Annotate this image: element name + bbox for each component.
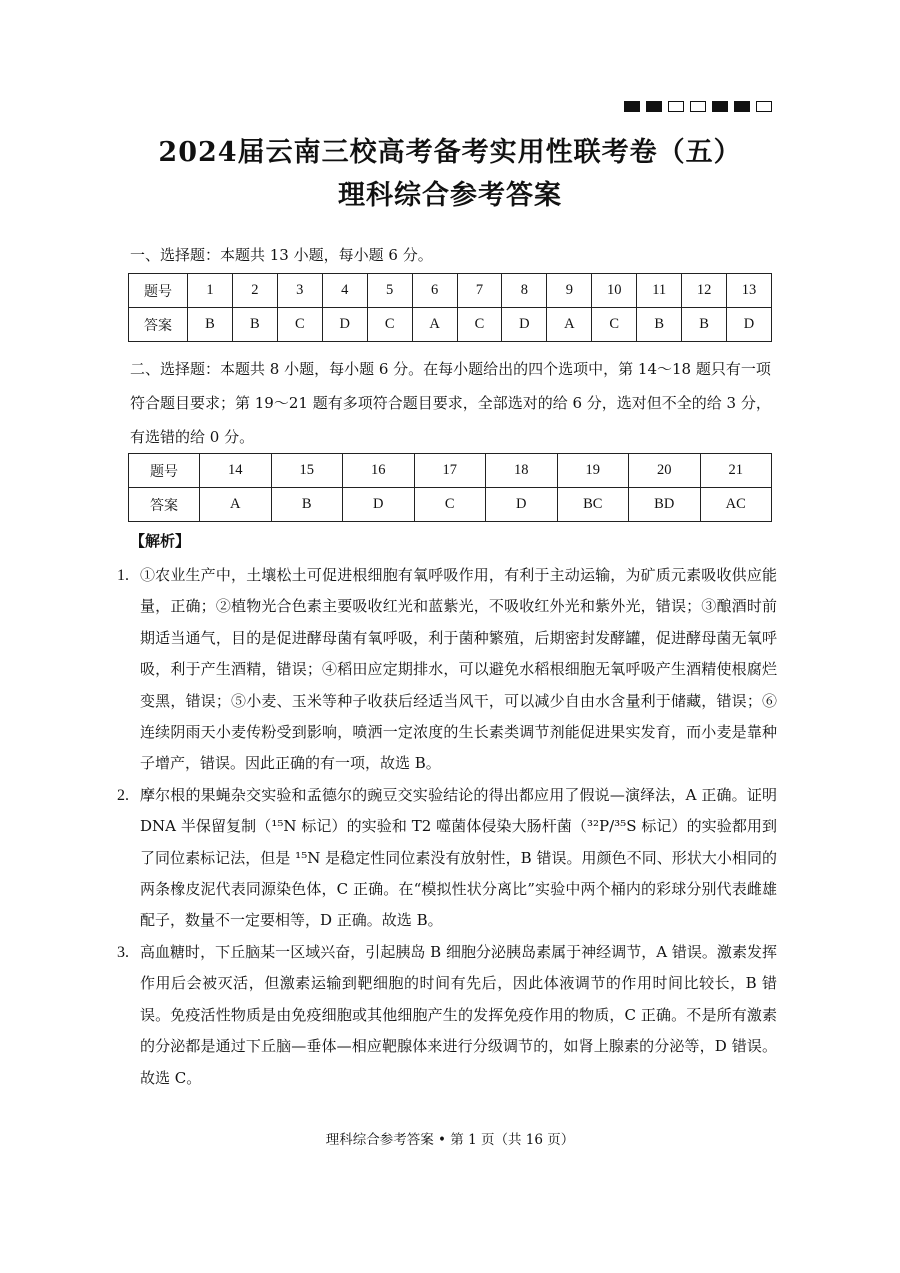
- answer-cell: B: [188, 308, 233, 342]
- section2-heading: 二、选择题：本题共 8 小题，每小题 6 分。在每小题给出的四个选项中，第 14～18 题只有一项符合题目要求；第 19～21 题有多项符合题目要求，全部选对的给 6 分，选对但不全的给 3 分，有选错的给 0 分。: [130, 360, 771, 446]
- question-number: 3: [277, 274, 322, 308]
- hollow-square-mark: [668, 101, 684, 112]
- question-number: 11: [637, 274, 682, 308]
- answer-cell: D: [322, 308, 367, 342]
- analysis-label: 【解析】: [130, 532, 191, 550]
- question-number: 16: [343, 454, 415, 488]
- row-label-answer: 答案: [129, 308, 188, 342]
- row-label-number: 题号: [129, 454, 200, 488]
- table-row: [129, 488, 772, 522]
- question-number: 1: [188, 274, 233, 308]
- section1-answer-table: [128, 273, 772, 342]
- question-number: 9: [547, 274, 592, 308]
- answer-cell: D: [502, 308, 547, 342]
- filled-square-mark: [734, 101, 750, 112]
- table-row: [129, 454, 772, 488]
- filled-square-mark: [712, 101, 728, 112]
- answer-cell: C: [457, 308, 502, 342]
- question-number: 4: [322, 274, 367, 308]
- answer-cell: BD: [629, 488, 701, 522]
- page-code-marks: [624, 101, 772, 112]
- answer-cell: B: [682, 308, 727, 342]
- item-text: ①农业生产中，土壤松土可促进根细胞有氧呼吸作用，有利于主动运输，为矿质元素吸收供应能量，正确；②植物光合色素主要吸收红光和蓝紫光，不吸收红外光和紫外光，错误；③酿酒时前期适当通气，目的是促进酵母菌有氧呼吸，利于菌种繁殖，后期密封发酵罐，促进酵母菌无氧呼吸，利于产生酒精，错误；④稻田应定期排水，可以避免水稻根细胞无氧呼吸产生酒精使根腐烂变黑，错误；⑤小麦、玉米等种子收获后经适当风干，可以减少自由水含量利于储藏，错误；⑥连续阴雨天小麦传粉受到影响，喷洒一定浓度的生长素类调节剂能促进果实发育，而小麦是靠种子增产，错误。因此正确的有一项，故选 B。: [140, 566, 777, 773]
- answer-cell: D: [486, 488, 558, 522]
- question-number: 13: [727, 274, 772, 308]
- question-number: 21: [700, 454, 772, 488]
- answer-cell: AC: [700, 488, 772, 522]
- filled-square-mark: [624, 101, 640, 112]
- item-text: 高血糖时，下丘脑某一区域兴奋，引起胰岛 B 细胞分泌胰岛素属于神经调节，A 错误。激素发挥作用后会被灭活，但激素运输到靶细胞的时间有先后，因此体液调节的作用时间比较长，B 错误。免疫活性物质是由免疫细胞或其他细胞产生的发挥免疫作用的物质，C 正确。不是所有激素的分泌都是通过下丘脑—垂体—相应靶腺体来进行分级调节的，如肾上腺素的分泌等，D 错误。故选 C。: [140, 942, 777, 1087]
- table-row: [129, 308, 772, 342]
- question-number: 2: [232, 274, 277, 308]
- list-item: [117, 560, 777, 780]
- answer-cell: B: [232, 308, 277, 342]
- exam-title: 2024届云南三校高考备考实用性联考卷（五）: [158, 137, 742, 168]
- question-number: 12: [682, 274, 727, 308]
- answer-cell: B: [637, 308, 682, 342]
- answer-cell: C: [414, 488, 486, 522]
- question-number: 19: [557, 454, 629, 488]
- answer-cell: C: [367, 308, 412, 342]
- section1-heading: 一、选择题：本题共 13 小题，每小题 6 分。: [130, 246, 433, 264]
- answer-cell: B: [271, 488, 343, 522]
- answer-cell: C: [277, 308, 322, 342]
- filled-square-mark: [646, 101, 662, 112]
- analysis-list: [117, 560, 777, 1094]
- question-number: 14: [200, 454, 272, 488]
- question-number: 5: [367, 274, 412, 308]
- row-label-number: 题号: [129, 274, 188, 308]
- question-number: 18: [486, 454, 558, 488]
- answer-cell: D: [343, 488, 415, 522]
- exam-subtitle: 理科综合参考答案: [338, 180, 562, 211]
- answer-cell: C: [592, 308, 637, 342]
- question-number: 10: [592, 274, 637, 308]
- answer-cell: A: [547, 308, 592, 342]
- page-footer: 理科综合参考答案 • 第 1 页（共 16 页）: [325, 1132, 575, 1148]
- answer-cell: BC: [557, 488, 629, 522]
- hollow-square-mark: [690, 101, 706, 112]
- item-text: 摩尔根的果蝇杂交实验和孟德尔的豌豆交实验结论的得出都应用了假说—演绎法，A 正确。证明 DNA 半保留复制（¹⁵N 标记）的实验和 T2 噬菌体侵染大肠杆菌（³²P/³⁵S 标记）的实验都用到了同位素标记法，但是 ¹⁵N 是稳定性同位素没有放射性，B 错误。用颜色不同、形状大小相同的两条橡皮泥代表同源染色体，C 正确。在“模拟性状分离比”实验中两个桶内的彩球分别代表雌雄配子，数量不一定要相等，D 正确。故选 B。: [140, 785, 777, 930]
- question-number: 6: [412, 274, 457, 308]
- hollow-square-mark: [756, 101, 772, 112]
- answer-cell: A: [412, 308, 457, 342]
- item-number: 3.: [117, 943, 129, 961]
- answer-cell: D: [727, 308, 772, 342]
- answer-cell: A: [200, 488, 272, 522]
- question-number: 20: [629, 454, 701, 488]
- list-item: [117, 937, 777, 1094]
- question-number: 7: [457, 274, 502, 308]
- question-number: 15: [271, 454, 343, 488]
- question-number: 17: [414, 454, 486, 488]
- table-row: [129, 274, 772, 308]
- question-number: 8: [502, 274, 547, 308]
- row-label-answer: 答案: [129, 488, 200, 522]
- list-item: [117, 780, 777, 937]
- section2-answer-table: [128, 453, 772, 522]
- item-number: 1.: [117, 567, 129, 584]
- item-number: 2.: [117, 786, 129, 804]
